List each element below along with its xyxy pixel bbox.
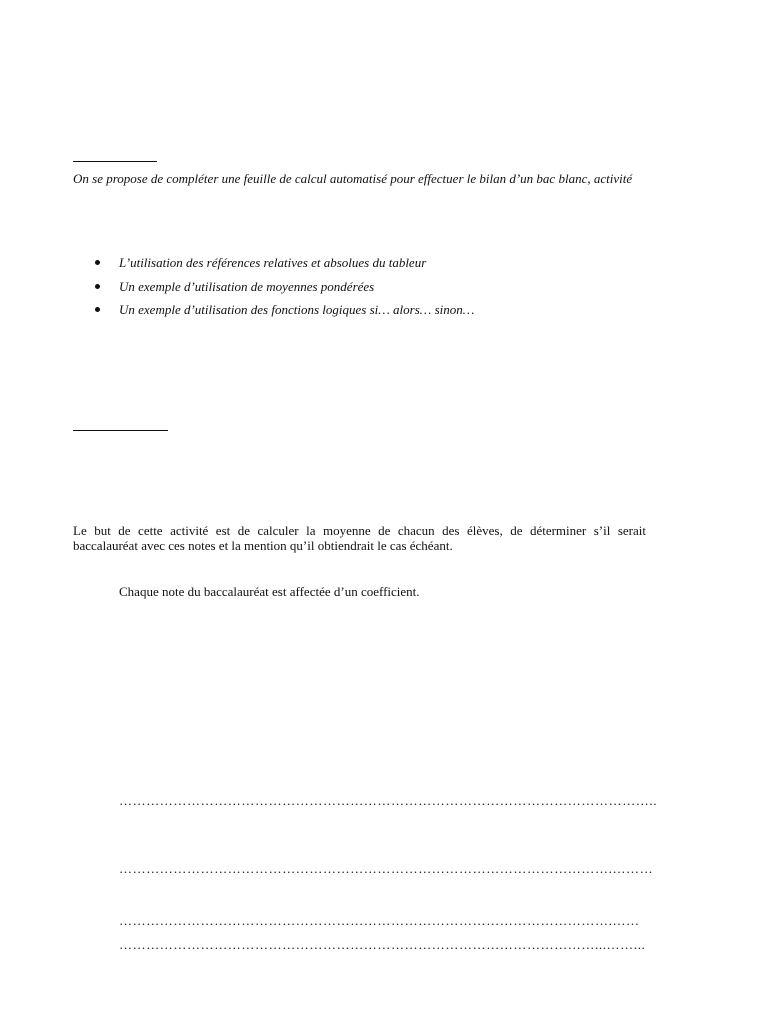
answer-line[interactable]: ……………………………………………………………………………………………...……... [119, 938, 646, 952]
paragraph-line: Le but de cette activité est de calculer la moyenne de chacun des élèves, de déterminer s’il serait [73, 523, 646, 538]
heading-underline-2 [73, 430, 168, 431]
bullet-icon [95, 284, 100, 289]
bullet-icon [95, 260, 100, 265]
heading-underline-1 [73, 161, 157, 162]
paragraph-line: baccalauréat avec ces notes et la mention qu’il obtiendrait le cas échéant. [73, 538, 453, 553]
list-item-text: Un exemple d’utilisation de moyennes pondérées [119, 278, 375, 294]
coefficient-note: Chaque note du baccalauréat est affectée d’un coefficient. [119, 584, 420, 599]
answer-line[interactable]: ……………………………………………………………………………………………………….. [119, 794, 658, 808]
answer-line[interactable]: ……………………………………………………………………………………………….……… [119, 862, 654, 876]
bullet-icon [95, 307, 100, 312]
list-item-text: L’utilisation des références relatives et absolues du tableur [119, 255, 427, 270]
answer-line[interactable]: ……………………………………………………………………………………………….…… [119, 914, 640, 928]
intro-text: On se propose de compléter une feuille de calcul automatisé pour effectuer le bilan d’un bac blanc, activité [73, 171, 633, 186]
list-item-text: Un exemple d’utilisation des fonctions logiques si… alors… sinon… [119, 302, 475, 317]
goal-paragraph [73, 523, 646, 553]
